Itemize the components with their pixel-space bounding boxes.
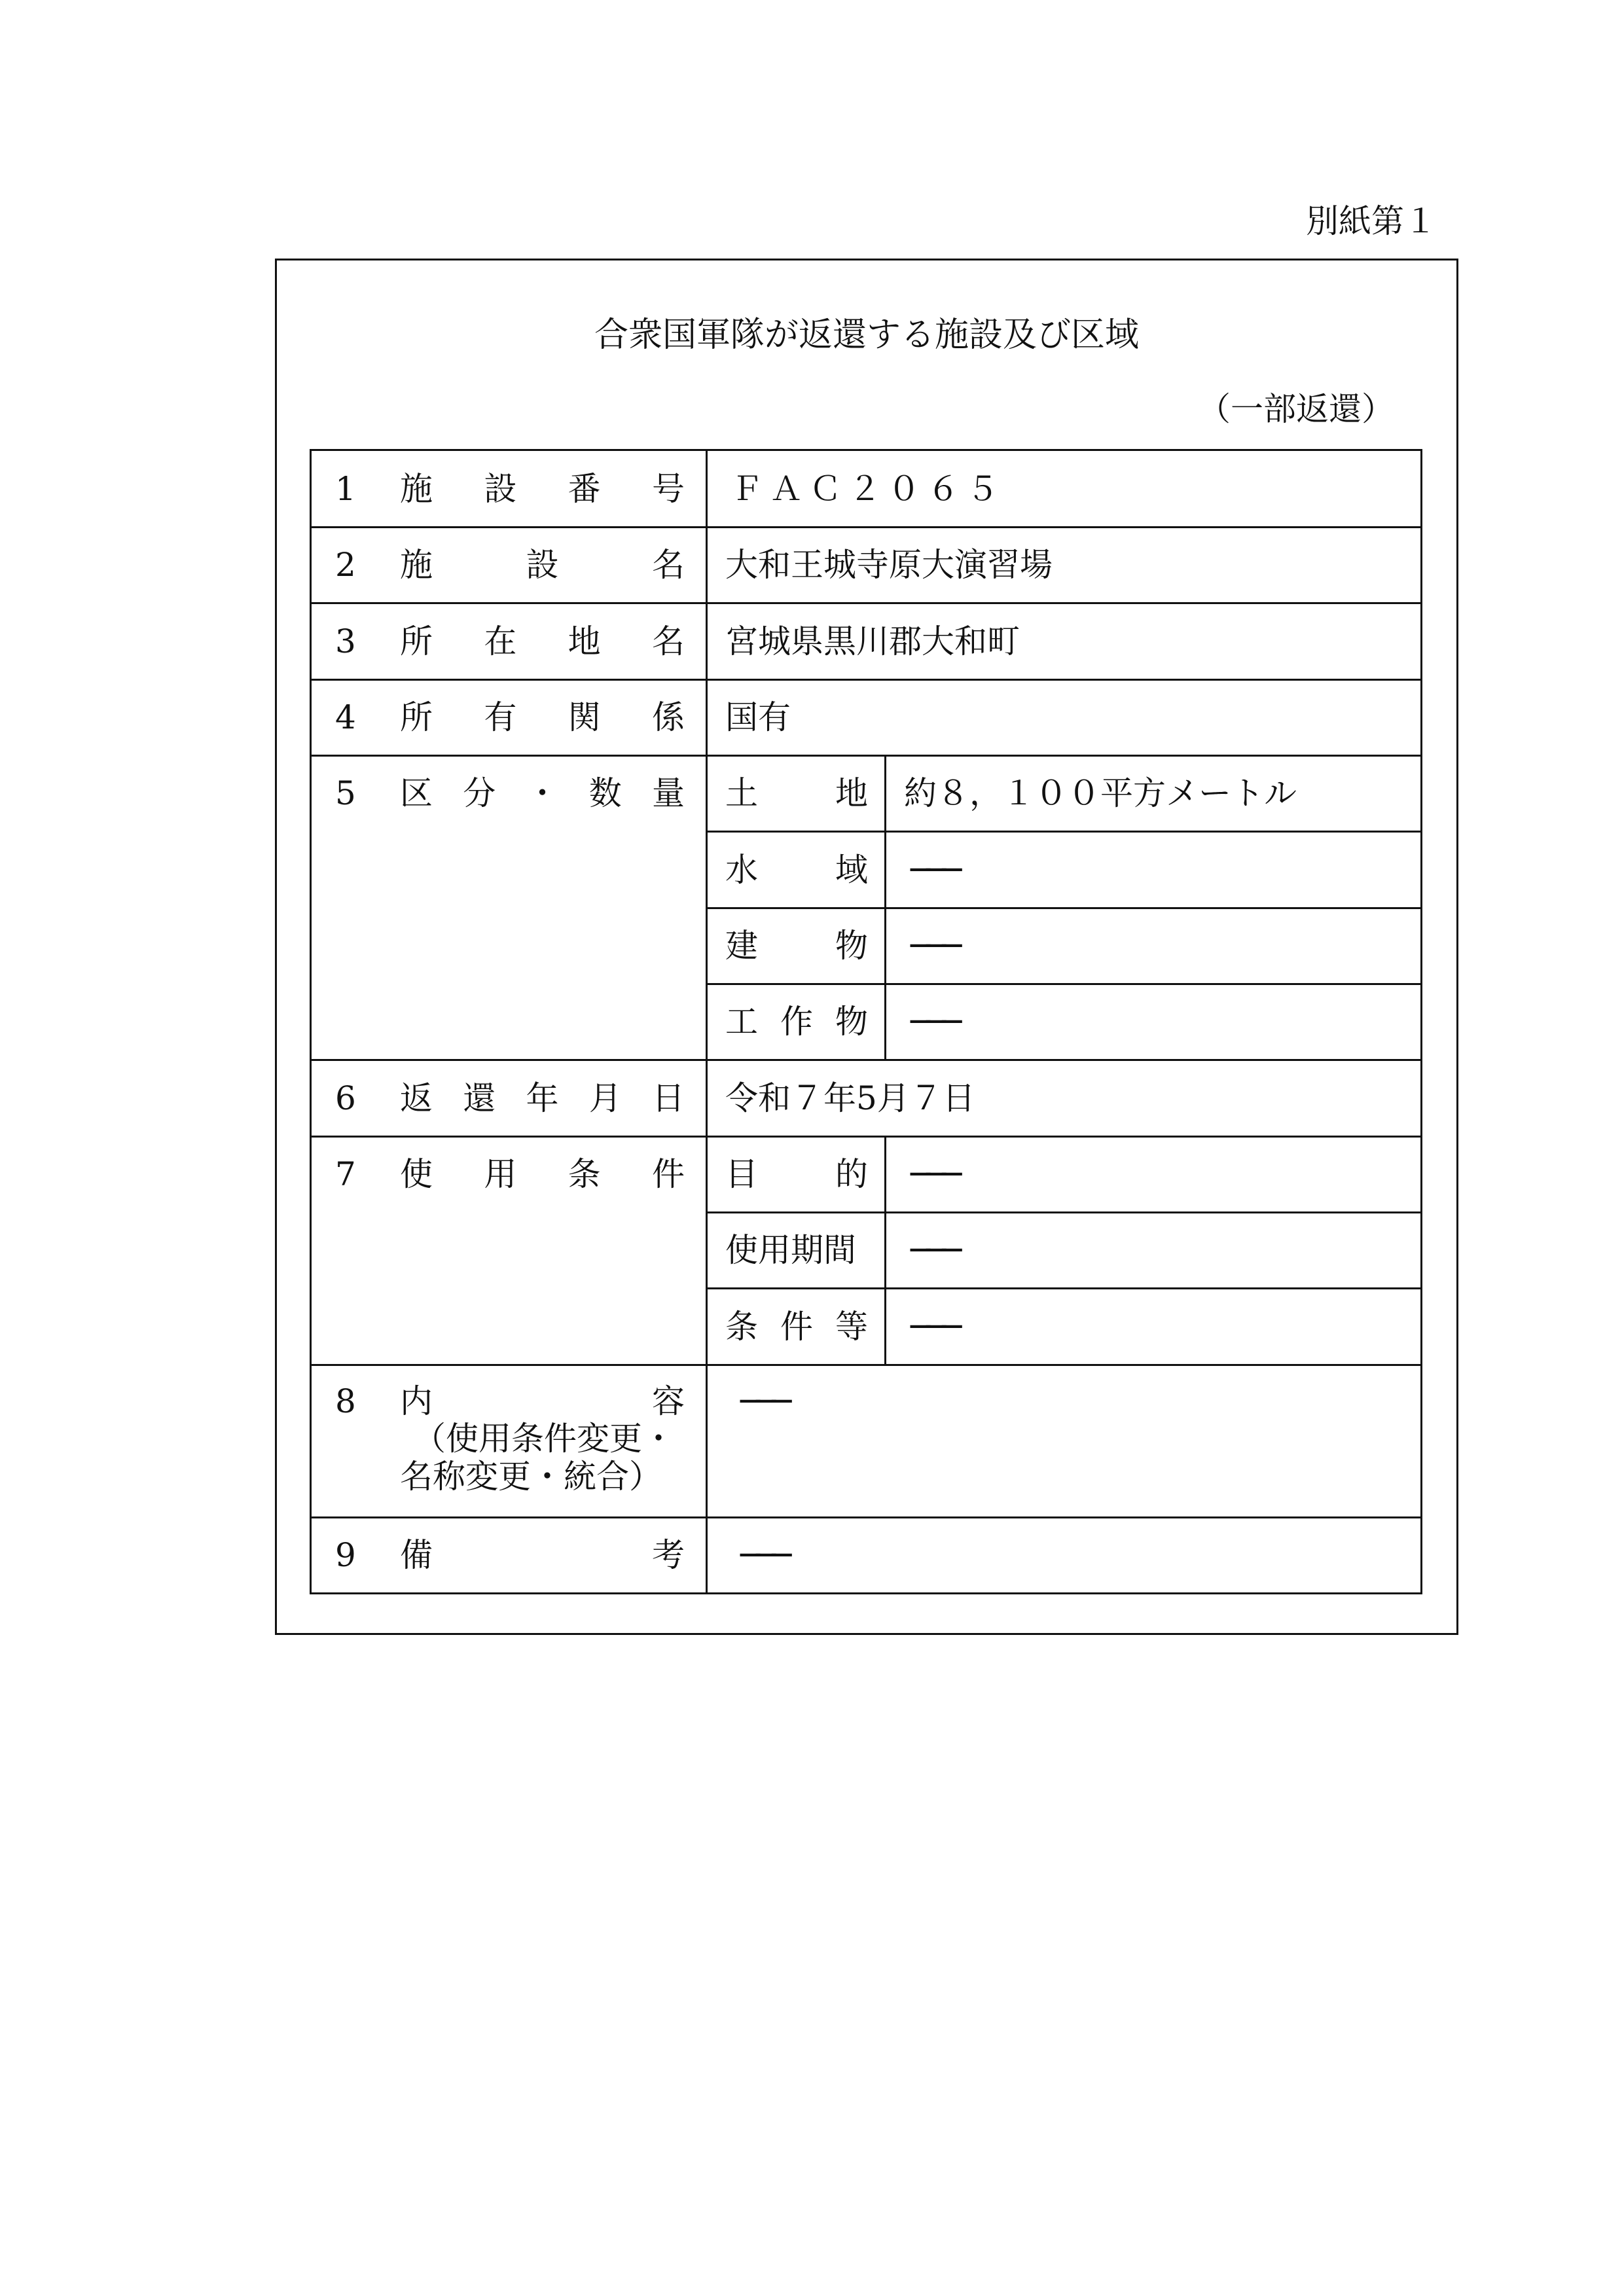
location-value: 宮城県黒川郡大和町 xyxy=(725,622,1020,660)
column-divider xyxy=(884,755,886,1059)
structures-label: 工 作 物 xyxy=(725,1003,868,1041)
row-8-label-line3: 名称変更・統合） xyxy=(400,1458,662,1496)
row-divider xyxy=(706,1287,1420,1289)
row-divider xyxy=(312,679,1420,681)
row-8-label-line2: （使用条件変更・ xyxy=(413,1420,675,1458)
row-divider xyxy=(312,1136,1420,1138)
row-divider xyxy=(312,1516,1420,1518)
usage-period-label: 使用期間 xyxy=(725,1231,856,1269)
row-divider xyxy=(312,755,1420,757)
facility-name-value: 大和王城寺原大演習場 xyxy=(725,546,1053,584)
content-value: ─── xyxy=(740,1382,788,1420)
remarks-value: ─── xyxy=(740,1536,788,1574)
row-divider xyxy=(706,831,1420,833)
land-label: 土 地 xyxy=(725,774,868,812)
buildings-value: ─── xyxy=(911,927,958,965)
row-divider xyxy=(312,602,1420,604)
structures-value: ─── xyxy=(911,1003,958,1041)
purpose-value: ─── xyxy=(911,1155,958,1193)
water-area-label: 水 域 xyxy=(725,851,868,889)
annex-label: 別紙第１ xyxy=(1306,202,1437,240)
row-8-label: 8 内 容 （使用条件変更・ 名称変更・統合） xyxy=(335,1382,685,1496)
row-divider xyxy=(706,907,1420,909)
facility-number-value: ＦＡＣ２０６５ xyxy=(731,470,1005,508)
facility-table: 1 施 設 番 号 ＦＡＣ２０６５ 2 施 設 名 大和王城寺原大演習場 3 所 在 地 名 宮城県黒川郡大和町 4 所 有 関 係 国有 5 区 分 ・ 数 量 土 地 約８，１００平方メートル 水 域 ─── 建 物 ─── 工 作 物 ─── 6 返 還 年 月 日 令和７年5月７日 7 使 用 条 件 目 的 ─── 使用期間 ─── 条 件 等 ─── 8 内 容 （使用条件変更・ 名称変更・統合） ─── 9 備 考 ─── xyxy=(310,449,1422,1594)
water-area-value: ─── xyxy=(911,851,958,889)
row-divider xyxy=(312,526,1420,528)
land-value: 約８，１００平方メートル xyxy=(904,774,1297,812)
row-divider xyxy=(312,1059,1420,1061)
purpose-label: 目 的 xyxy=(725,1155,868,1193)
usage-period-value: ─── xyxy=(911,1231,958,1269)
document-title: 合衆国軍隊が返還する施設及び区域 xyxy=(594,315,1139,355)
row-divider xyxy=(312,1364,1420,1366)
buildings-label: 建 物 xyxy=(725,927,868,965)
conditions-label: 条 件 等 xyxy=(725,1308,868,1346)
column-divider xyxy=(884,1136,886,1364)
column-divider xyxy=(706,451,708,1592)
return-date-value: 令和７年5月７日 xyxy=(725,1079,975,1117)
conditions-value: ─── xyxy=(911,1308,958,1346)
row-divider xyxy=(706,983,1420,985)
row-divider xyxy=(706,1211,1420,1213)
document-subtitle: （一部返還） xyxy=(1198,390,1394,428)
ownership-value: 国有 xyxy=(725,698,791,736)
